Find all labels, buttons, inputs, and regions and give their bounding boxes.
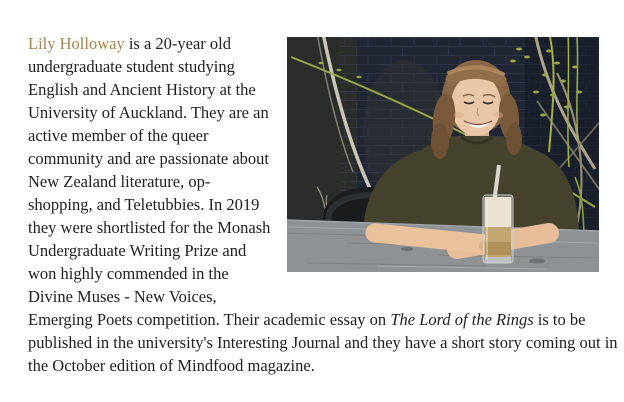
- drink-foam: [485, 197, 512, 227]
- bio-run: University of Auckland. They are an: [28, 103, 269, 122]
- bio-run: Undergraduate Writing Prize and: [28, 241, 247, 260]
- bio-run: published in the university's Interesting Journal and they have a short story coming out in: [28, 333, 618, 352]
- bio-run: shopping, and Teletubbies. In 2019: [28, 195, 260, 214]
- bio-run: is to be: [533, 310, 586, 329]
- book-title-italic: The Lord of the Rings: [390, 310, 534, 329]
- bio-run: community and are passionate about: [28, 149, 270, 168]
- profile-photo: [287, 37, 599, 272]
- bio-run: New Zealand literature, op-: [28, 172, 211, 191]
- bio-run: Divine Muses - New Voices,: [28, 287, 217, 306]
- bio-run: won highly commended in the: [28, 264, 229, 283]
- bio-run: is a 20-year old: [124, 34, 232, 53]
- bio-line: [28, 331, 618, 354]
- bio-run: undergraduate student studying: [28, 57, 235, 76]
- bio-run: they were shortlisted for the Monash: [28, 218, 271, 237]
- bio-run: active member of the queer: [28, 126, 209, 145]
- author-link[interactable]: Lily Holloway: [28, 34, 125, 53]
- bio-line: [28, 354, 618, 377]
- bio-run: Emerging Poets competition. Their academic essay on: [28, 310, 391, 329]
- bio-run: English and Ancient History at the: [28, 80, 256, 99]
- bio-line: [28, 285, 618, 308]
- bio-line: [28, 308, 618, 331]
- bio-run: the October edition of Mindfood magazine.: [28, 356, 315, 375]
